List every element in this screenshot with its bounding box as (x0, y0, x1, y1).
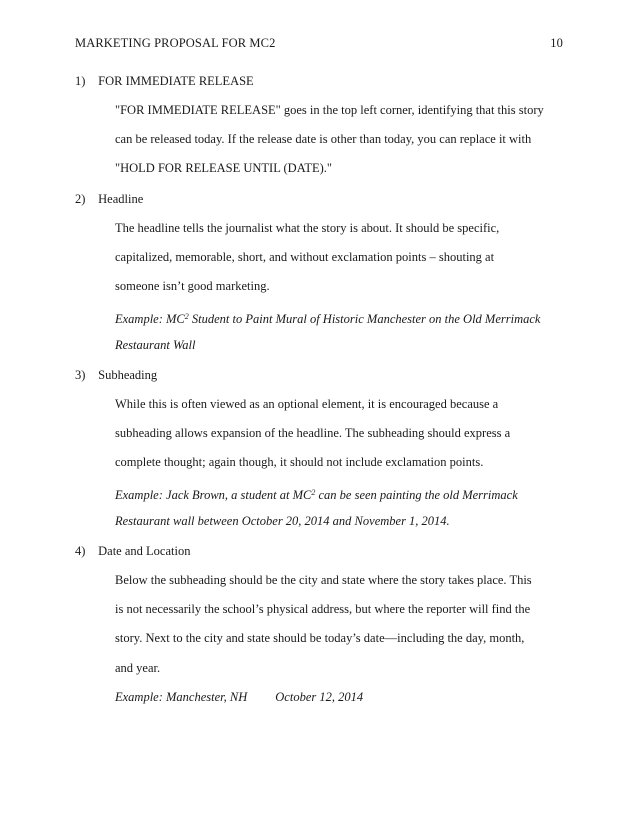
section-heading-4 (75, 544, 190, 559)
example-text: can be seen painting the old Merrimack (315, 487, 518, 502)
superscript: 2 (311, 487, 316, 497)
example-text: Student to Paint Mural of Historic Manchester on the Old Merrimack (188, 311, 541, 326)
section-index: 4) (75, 544, 86, 558)
example-place: Example: Manchester, NH (115, 689, 248, 704)
section-heading-1 (75, 74, 254, 89)
section-body-2 (115, 214, 565, 360)
body-line: Below the subheading should be the city and state where the story takes place. This (115, 573, 532, 587)
running-head (75, 36, 563, 51)
example-line (115, 478, 565, 507)
section-heading-2 (75, 192, 143, 207)
example-line: Restaurant Wall (115, 337, 196, 352)
body-line: "HOLD FOR RELEASE UNTIL (DATE)." (115, 161, 333, 176)
section-index: 2) (75, 192, 86, 206)
section-index: 1) (75, 74, 86, 88)
section-index: 3) (75, 368, 86, 382)
section-heading-3 (75, 368, 157, 383)
running-title: MARKETING PROPOSAL FOR MC2 (75, 36, 276, 50)
body-line: While this is often viewed as an optional element, it is encouraged because a (115, 397, 499, 411)
section-title: Headline (98, 192, 144, 206)
section-body-1 (115, 96, 565, 184)
body-line: The headline tells the journalist what the story is about. It should be specific, (115, 221, 500, 235)
body-line: complete thought; again though, it should not include exclamation points. (115, 455, 484, 470)
body-line: story. Next to the city and state should be today’s date—including the day, month, (115, 631, 525, 646)
section-title: Subheading (98, 368, 158, 382)
page-number: 10 (550, 36, 563, 50)
body-line: "FOR IMMEDIATE RELEASE" goes in the top left corner, identifying that this story (115, 103, 544, 117)
body-line: capitalized, memorable, short, and without exclamation points – shouting at (115, 250, 495, 265)
body-line: someone isn’t good marketing. (115, 279, 270, 294)
body-line: and year. (115, 660, 161, 675)
section-title: FOR IMMEDIATE RELEASE (98, 74, 254, 88)
example-date: October 12, 2014 (275, 689, 364, 704)
section-body-3 (115, 390, 565, 536)
example-line (115, 683, 565, 712)
example-line: Restaurant wall between October 20, 2014 and November 1, 2014. (115, 513, 450, 528)
body-line: subheading allows expansion of the headline. The subheading should express a (115, 426, 511, 441)
body-line: can be released today. If the release date is other than today, you can replace it with (115, 132, 532, 147)
example-text: Example: Jack Brown, a student at MC (115, 487, 312, 502)
section-title: Date and Location (98, 544, 191, 558)
example-line (115, 302, 565, 331)
example-text: Example: MC (115, 311, 185, 326)
section-body-4 (115, 566, 565, 712)
superscript: 2 (184, 311, 189, 321)
body-line: is not necessarily the school’s physical address, but where the reporter will find the (115, 602, 531, 617)
